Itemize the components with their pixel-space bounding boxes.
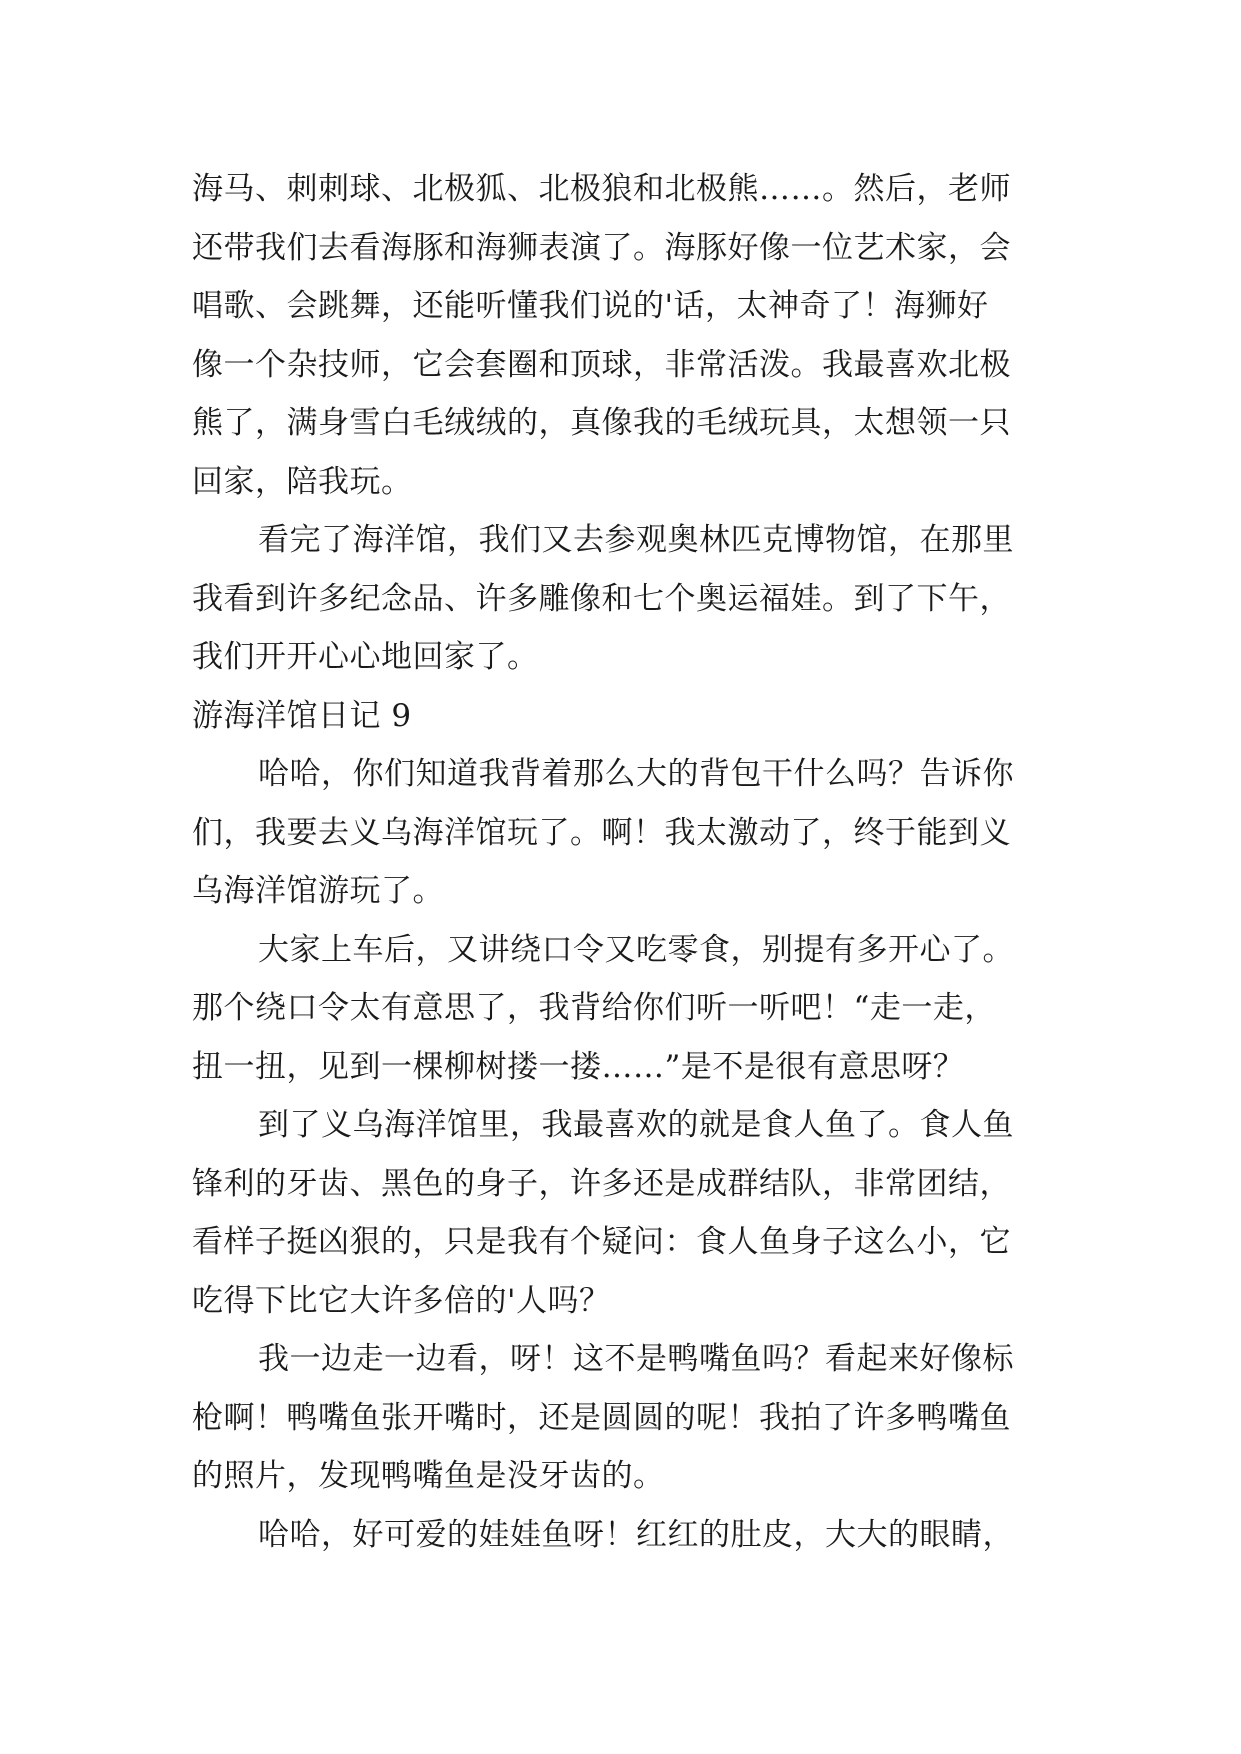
text-line: 乌海洋馆游玩了。 xyxy=(192,873,444,909)
text-line: 那个绕口令太有意思了，我背给你们听一听吧！“走一走， xyxy=(192,990,996,1026)
text-line: 还带我们去看海豚和海狮表演了。海豚好像一位艺术家，会 xyxy=(192,229,1011,266)
text-line: 枪啊！鸭嘴鱼张开嘴时，还是圆圆的呢！我拍了许多鸭嘴鱼 xyxy=(192,1399,1011,1436)
paragraph-start-line: 大家上车后，又讲绕口令又吃零食，别提有多开心了。 xyxy=(258,931,1014,968)
paragraph-start-line: 看完了海洋馆，我们又去参观奥林匹克博物馆，在那里 xyxy=(258,522,1014,558)
paragraph-start-line: 哈哈，你们知道我背着那么大的背包干什么吗？告诉你 xyxy=(258,756,1014,792)
paragraph-start-line: 哈哈，好可爱的娃娃鱼呀！红红的肚皮，大大的眼睛， xyxy=(258,1516,1014,1553)
paragraph-start-line: 我一边走一边看，呀！这不是鸭嘴鱼吗？看起来好像标 xyxy=(258,1341,1014,1377)
text-line: 海马、刺刺球、北极狐、北极狼和北极熊……。然后，老师 xyxy=(192,171,1011,207)
text-line: 吃得下比它大许多倍的'人吗？ xyxy=(192,1282,611,1319)
text-line: 唱歌、会跳舞，还能听懂我们说的'话，太神奇了！海狮好 xyxy=(192,288,989,324)
text-line: 们，我要去义乌海洋馆玩了。啊！我太激动了，终于能到义 xyxy=(192,814,1011,851)
text-line: 锋利的牙齿、黑色的身子，许多还是成群结队，非常团结， xyxy=(192,1165,1011,1202)
text-line: 熊了，满身雪白毛绒绒的，真像我的毛绒玩具，太想领一只 xyxy=(192,405,1011,441)
text-line: 我们开开心心地回家了。 xyxy=(192,639,539,675)
text-line: 扭一扭，见到一棵柳树搂一搂……”是不是很有意思呀？ xyxy=(192,1048,965,1085)
text-line: 我看到许多纪念品、许多雕像和七个奥运福娃。到了下午， xyxy=(192,580,1011,617)
paragraph-start-line: 到了义乌海洋馆里，我最喜欢的就是食人鱼了。食人鱼 xyxy=(258,1107,1014,1143)
text-line: 看样子挺凶狠的，只是我有个疑问：食人鱼身子这么小，它 xyxy=(192,1224,1011,1260)
text-line: 的照片，发现鸭嘴鱼是没牙齿的。 xyxy=(192,1458,665,1494)
section-heading: 游海洋馆日记 9 xyxy=(192,697,412,734)
text-line: 像一个杂技师，它会套圈和顶球，非常活泼。我最喜欢北极 xyxy=(192,346,1011,383)
text-line: 回家，陪我玩。 xyxy=(192,463,413,500)
document-body xyxy=(192,160,1057,1564)
